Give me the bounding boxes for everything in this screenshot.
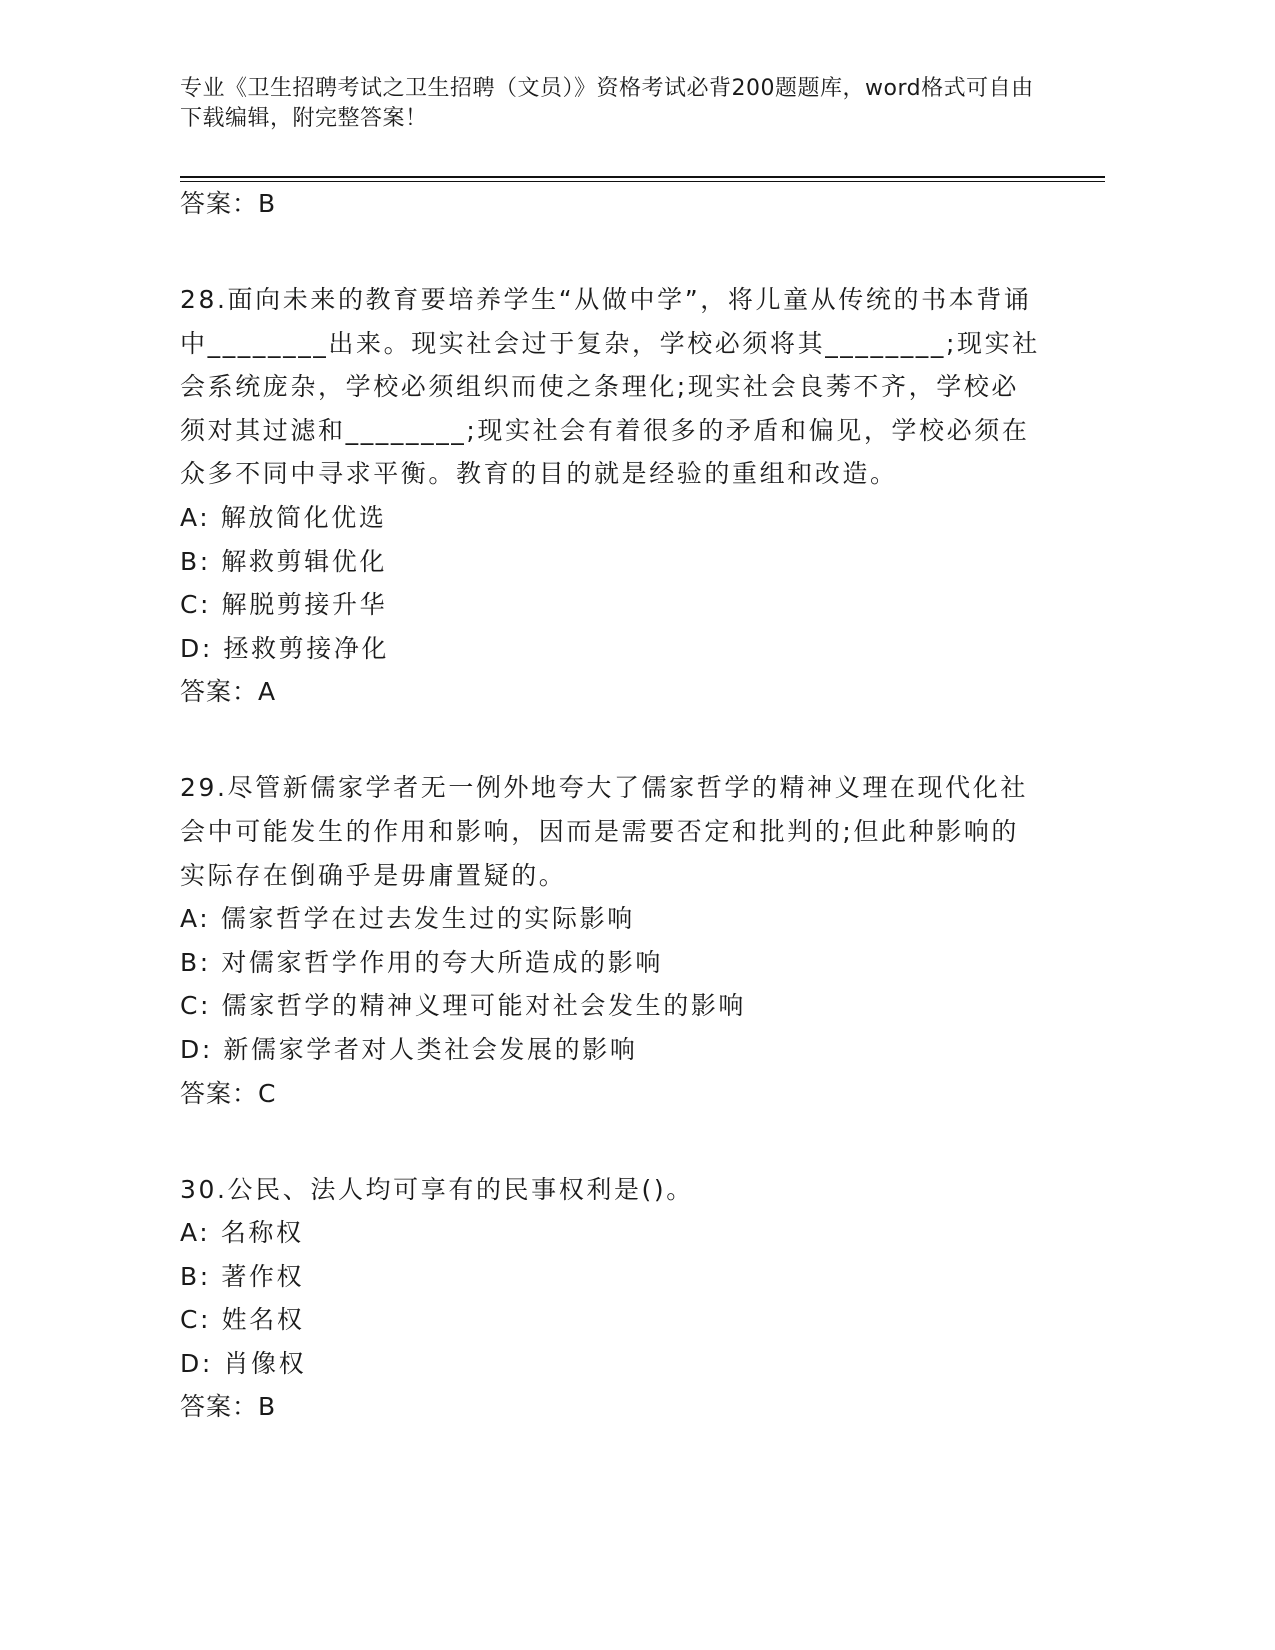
option-c: C: 姓名权	[180, 1305, 305, 1335]
header-rule-thick	[180, 176, 1105, 178]
answer-line: 答案：B	[180, 1392, 277, 1422]
document-header: 专业《卫生招聘考试之卫生招聘（文员）》资格考试必背200题题库，word格式可自由下载编辑，附完整答案！	[180, 76, 1034, 131]
question-28	[180, 278, 1040, 714]
option-c: C: 儒家哲学的精神义理可能对社会发生的影响	[180, 991, 747, 1021]
question-stem: 30.公民、法人均可享有的民事权利是()。	[180, 1174, 694, 1204]
question-30	[180, 1168, 1040, 1430]
option-d: D: 新儒家学者对人类社会发展的影响	[180, 1034, 638, 1064]
question-stem: 29.尽管新儒家学者无一例外地夸大了儒家哲学的精神义理在现代化社会中可能发生的作用和影响，因而是需要否定和批判的;但此种影响的实际存在倒确乎是毋庸置疑的。	[180, 773, 1028, 890]
option-a: A: 儒家哲学在过去发生过的实际影响	[180, 904, 635, 934]
answer-line: 答案：C	[180, 1078, 277, 1108]
option-b: B: 著作权	[180, 1261, 305, 1291]
option-d: D: 肖像权	[180, 1348, 307, 1378]
option-a: A: 名称权	[180, 1218, 304, 1248]
question-29	[180, 766, 1040, 1115]
option-b: B: 解救剪辑优化	[180, 546, 387, 576]
option-c: C: 解脱剪接升华	[180, 590, 388, 620]
answer-line: 答案：A	[180, 677, 277, 707]
previous-answer: 答案：B	[180, 189, 277, 218]
document-body	[180, 182, 1040, 1429]
option-b: B: 对儒家哲学作用的夸大所造成的影响	[180, 947, 663, 977]
option-a: A: 解放简化优选	[180, 502, 387, 532]
question-stem: 28.面向未来的教育要培养学生“从做中学”，将儿童从传统的书本背诵中________出来。现实社会过于复杂，学校必须将其________;现实社会系统庞杂，学校必须组织而使之条理化;现实社会良莠不齐，学校必须对其过滤和________;现实社会有着很多的矛盾和偏见，学校必须在众多不同中寻求平衡。教育的目的就是经验的重组和改造。	[180, 285, 1040, 489]
option-d: D: 拯救剪接净化	[180, 633, 390, 663]
